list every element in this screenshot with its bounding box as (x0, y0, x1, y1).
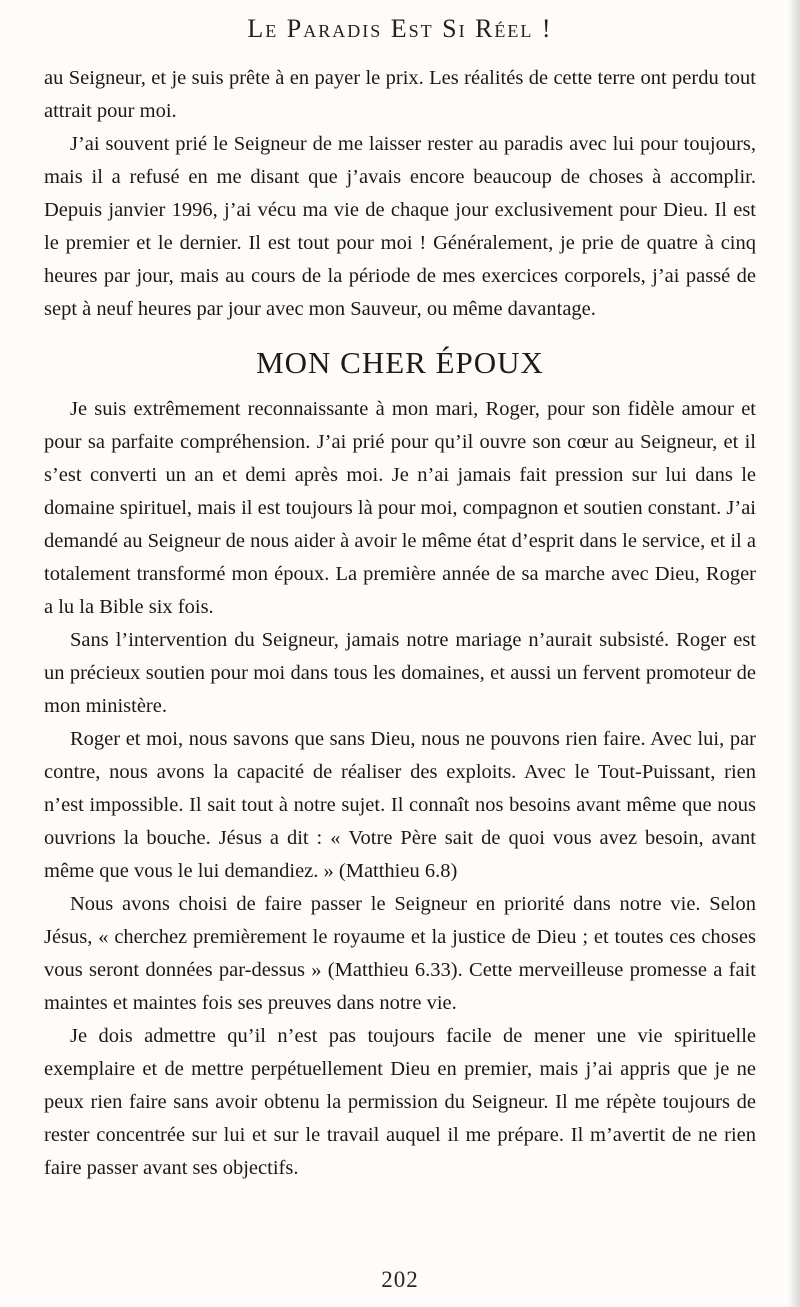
body-paragraph: au Seigneur, et je suis prête à en payer le prix. Les réalités de cette terre ont perdu tout attrait pour moi. (44, 67, 756, 122)
body-paragraph: Je suis extrêmement reconnaissante à mon mari, Roger, pour son fidèle amour et pour sa parfaite compréhension. J’ai prié pour qu’il ouvre son cœur au Seigneur, et il s’est converti un an et demi après moi. Je n’ai jamais fait pression sur lui dans le domaine spirituel, mais il est toujours là pour moi, compagnon et soutien constant. J’ai demandé au Seigneur de nous aider à avoir le même état d’esprit dans le service, et il a totalement transformé mon époux. La première année de sa marche avec Dieu, Roger a lu la Bible six fois. (44, 398, 756, 618)
running-header (44, 14, 756, 44)
page-footer (0, 1267, 800, 1293)
section-heading: MON CHER ÉPOUX (256, 345, 544, 380)
body-paragraph: J’ai souvent prié le Seigneur de me laisser rester au paradis avec lui pour toujours, mais il a refusé en me disant que j’avais encore beaucoup de choses à accomplir. Depuis janvier 1996, j’ai vécu ma vie de chaque jour exclusivement pour Dieu. Il est le premier et le dernier. Il est tout pour moi ! Généralement, je prie de quatre à cinq heures par jour, mais au cours de la période de mes exercices corporels, j’ai passé de sept à neuf heures par jour avec mon Sauveur, ou même davantage. (44, 133, 756, 320)
body-paragraph: Roger et moi, nous savons que sans Dieu, nous ne pouvons rien faire. Avec lui, par contre, nous avons la capacité de réaliser des exploits. Avec le Tout-Puissant, rien n’est impossible. Il sait tout à notre sujet. Il connaît nos besoins avant même que nous ouvrions la bouche. Jésus a dit : « Votre Père sait de quoi vous avez besoin, avant même que vous le lui demandiez. » (Matthieu 6.8) (44, 728, 756, 882)
running-title: Le Paradis Est Si Réel ! (247, 14, 553, 43)
page-number: 202 (381, 1267, 419, 1292)
body-paragraph: Nous avons choisi de faire passer le Seigneur en priorité dans notre vie. Selon Jésus, « cherchez premièrement le royaume et la justice de Dieu ; et toutes ces choses vous seront données par-dessus » (Matthieu 6.33). Cette merveilleuse promesse a fait maintes et maintes fois ses preuves dans notre vie. (44, 893, 756, 1014)
body-paragraph: Je dois admettre qu’il n’est pas toujours facile de mener une vie spirituelle exemplaire et de mettre perpétuellement Dieu en premier, mais j’ai appris que je ne peux rien faire sans avoir obtenu la permission du Seigneur. Il me répète toujours de rester concentrée sur lui et sur le travail auquel il me prépare. Il m’avertit de ne rien faire passer avant ses objectifs. (44, 1025, 756, 1179)
page-body (44, 62, 756, 1185)
body-paragraph: Sans l’intervention du Seigneur, jamais notre mariage n’aurait subsisté. Roger est un précieux soutien pour moi dans tous les domaines, et aussi un fervent promoteur de mon ministère. (44, 629, 756, 717)
